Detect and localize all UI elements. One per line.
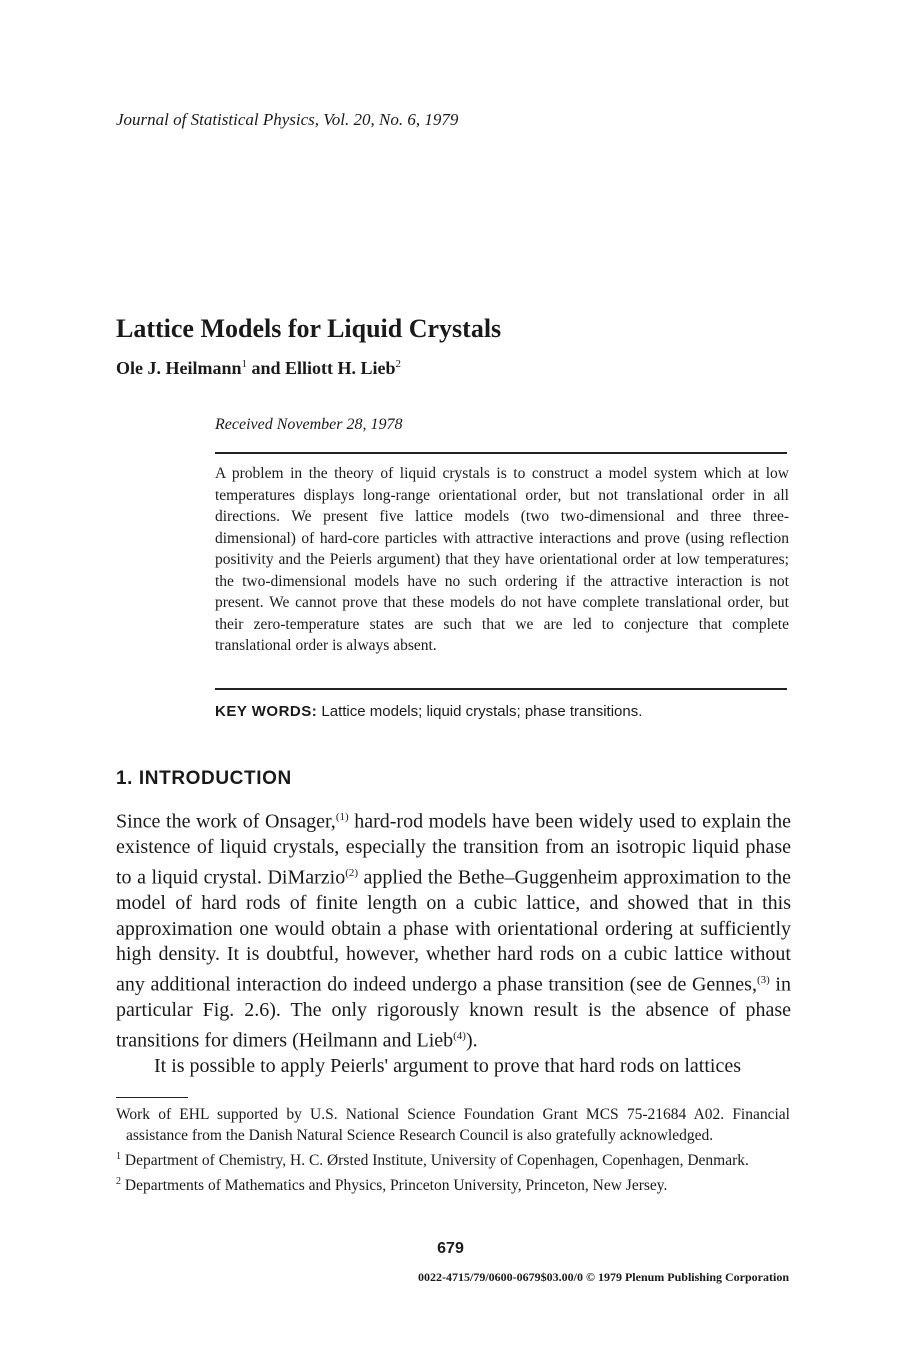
citation-ref[interactable]: (3)	[756, 973, 770, 986]
footnote	[116, 1146, 790, 1171]
received-date: Received November 28, 1978	[215, 416, 403, 433]
author-affiliation-mark: 2	[395, 358, 402, 370]
abstract-top-rule	[215, 452, 787, 454]
author-list	[116, 358, 401, 379]
text-run: hard-rod models have been widely used to explain the existence of liquid crystals, especially the transition from an isotropic liquid phase to a liquid crystal. DiMarzio	[116, 810, 791, 889]
footnote-mark: 2	[116, 1176, 121, 1188]
author-name: Elliott H. Lieb	[285, 358, 396, 378]
text-run: in particular Fig. 2.6). The only rigorously known result is the absence of phase transitions for dimers (Heilmann and Lieb	[116, 973, 791, 1052]
section-heading: 1. INTRODUCTION	[116, 768, 292, 789]
text-run: Since the work of Onsager,	[116, 810, 336, 833]
citation-ref[interactable]: (1)	[335, 811, 349, 823]
keywords	[215, 703, 642, 720]
text-run: applied the Bethe–Guggenheim approximation to the model of hard rods of finite length on a cubic lattice, and showed that in this approximation one would obtain a phase with orientational ordering at sufficiently high density. It is doubtful, however, whether hard rods on a cubic lattice without any additional interaction do indeed undergo a phase transition (see de Gennes,	[116, 866, 791, 996]
copyright-line: 0022-4715/79/0600-0679$03.00/0 © 1979 Plenum Publishing Corporation	[418, 1270, 789, 1284]
footnote-text: Departments of Mathematics and Physics, Princeton University, Princeton, New Jersey.	[121, 1177, 668, 1195]
footnote-rule	[116, 1097, 188, 1098]
journal-citation: Journal of Statistical Physics, Vol. 20, No. 6, 1979	[116, 110, 459, 129]
abstract: A problem in the theory of liquid crystals is to construct a model system which at low temperatures displays long-range orientational order, but not translational order in all directions. We present five lattice models (two two-dimensional and three three-dimensional) of hard-core particles with attractive interactions and prove (using reflection positivity and the Peierls argument) that they have orientational order at low temperatures; the two-dimensional models have no such ordering if the attractive interaction is not present. We cannot prove that these models do not have complete translational order, but their zero-temperature states are such that we are led to conjecture that complete translational order is always absent.	[215, 465, 789, 654]
author-name: Ole J. Heilmann	[116, 358, 242, 378]
author-affiliation-mark: 1	[241, 358, 247, 370]
footnote-text: Department of Chemistry, H. C. Ørsted Institute, University of Copenhagen, Copenhagen, Denmark.	[121, 1152, 749, 1170]
author-separator: and	[247, 358, 286, 378]
citation-ref[interactable]: (4)	[453, 1029, 466, 1042]
text-run: ).	[465, 1029, 478, 1052]
footnotes	[116, 1104, 790, 1196]
abstract-bottom-rule	[215, 688, 787, 690]
keywords-text: Lattice models; liquid crystals; phase transitions.	[317, 703, 643, 720]
footnote: Work of EHL supported by U.S. National Science Foundation Grant MCS 75-21684 A02. Financial assistance from the Danish Natural Science Research Council is also gratefully acknowledged.	[116, 1106, 790, 1144]
footnote-mark: 1	[116, 1151, 121, 1162]
citation-ref[interactable]: (2)	[345, 866, 359, 879]
footnote	[116, 1171, 790, 1196]
keywords-label: KEY WORDS:	[215, 703, 318, 720]
body-paragraph	[116, 805, 791, 1054]
body-text	[116, 805, 791, 1080]
paper-title: Lattice Models for Liquid Crystals	[116, 314, 502, 343]
page-number: 679	[437, 1240, 464, 1257]
body-paragraph: It is possible to apply Peierls' argument to prove that hard rods on lattices	[154, 1054, 742, 1077]
